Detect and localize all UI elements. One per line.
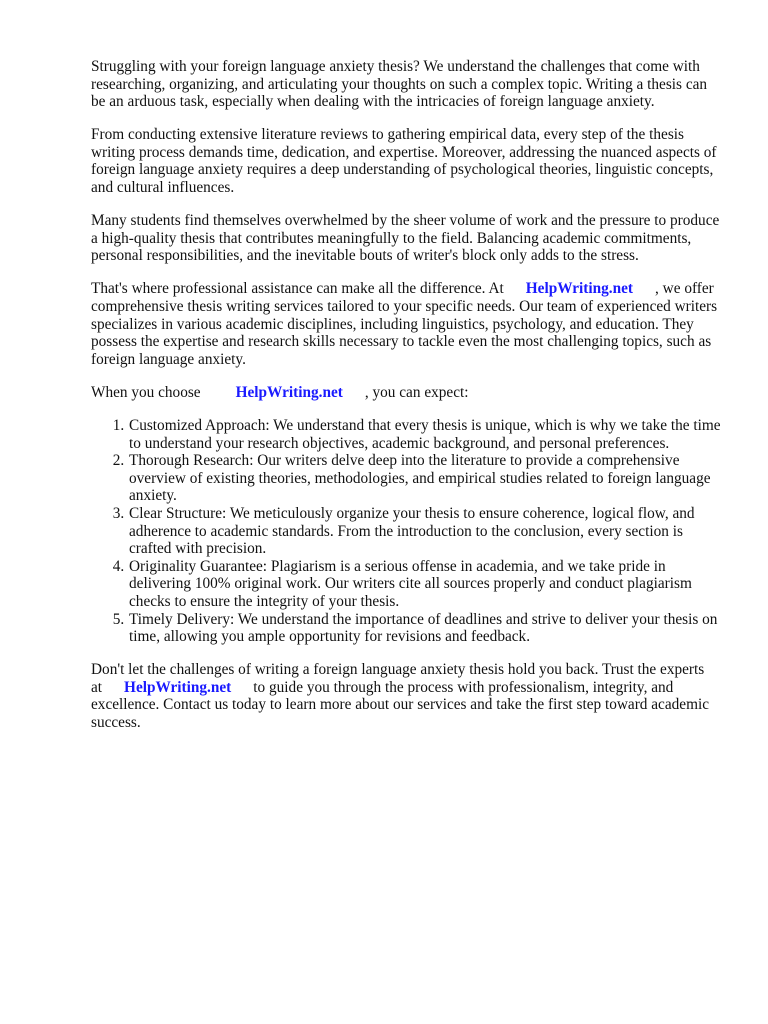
paragraph-assistance-text-end: , we offer comprehensive thesis writing services tailored to your specific needs. Our team of experienced writers specializes in various academic disciplines, including linguistics, psychology, and education. They possess the expertise and research skills necessary to tackle even the most challenging topics, such as foreign language anxiety.	[91, 280, 718, 368]
list-item: 4. Originality Guarantee: Plagiarism is a serious offense in academia, and we take pride in delivering 100% original work. Our writers cite all sources properly and conduct plagiarism checks to ensure the integrity of your thesis.	[128, 558, 723, 611]
paragraph-intro: Struggling with your foreign language anxiety thesis? We understand the challenges that come with researching, organizing, and articulating your thoughts on such a complex topic. Writing a thesis can be an arduous task, especially when dealing with the intricacies of foreign language anxiety.	[91, 58, 708, 111]
benefits-list	[91, 417, 723, 646]
helpwriting-link-3[interactable]: HelpWriting.net	[124, 678, 232, 696]
paragraph-closing-text-end: to guide you through the process with professionalism, integrity, and excellence. Contact us today to learn more about our services and take the first step toward academic success.	[91, 678, 710, 731]
paragraph-overwhelmed: Many students find themselves overwhelmed by the sheer volume of work and the pressure to produce a high-quality thesis that contributes meaningfully to the field. Balancing academic commitments, personal responsibilities, and the inevitable bouts of writer's block only adds to the stress.	[91, 212, 720, 265]
paragraph-assistance-text-start: That's where professional assistance can make all the difference. At	[91, 280, 504, 298]
list-item: 2. Thorough Research: Our writers delve deep into the literature to provide a comprehensive overview of existing theories, methodologies, and empirical studies related to foreign language anxiety.	[128, 452, 723, 505]
paragraph-assistance	[91, 280, 723, 368]
list-item: 3. Clear Structure: We meticulously organize your thesis to ensure coherence, logical flow, and adherence to academic standards. From the introduction to the conclusion, every section is crafted with precision.	[128, 505, 723, 558]
paragraph-choose-text-end: , you can expect:	[364, 383, 469, 401]
paragraph-process: From conducting extensive literature reviews to gathering empirical data, every step of the thesis writing process demands time, dedication, and expertise. Moreover, addressing the nuanced aspects of foreign language anxiety requires a deep understanding of psychological theories, linguistic concepts, and cultural influences.	[91, 126, 717, 197]
helpwriting-link-2[interactable]: HelpWriting.net	[235, 383, 343, 401]
paragraph-choose	[91, 384, 723, 402]
list-item: 1. Customized Approach: We understand that every thesis is unique, which is why we take the time to understand your research objectives, academic background, and personal preferences.	[128, 417, 723, 452]
document-page	[91, 58, 723, 747]
paragraph-closing	[91, 661, 723, 731]
helpwriting-link-1[interactable]: HelpWriting.net	[525, 280, 634, 298]
paragraph-choose-text-start: When you choose	[91, 383, 201, 401]
list-item: 5. Timely Delivery: We understand the importance of deadlines and strive to deliver your thesis on time, allowing you ample opportunity for revisions and feedback.	[128, 611, 723, 646]
paragraph-closing-text-start: Don't let the challenges of writing a foreign language anxiety thesis hold you back. Trust the experts at	[91, 661, 705, 696]
